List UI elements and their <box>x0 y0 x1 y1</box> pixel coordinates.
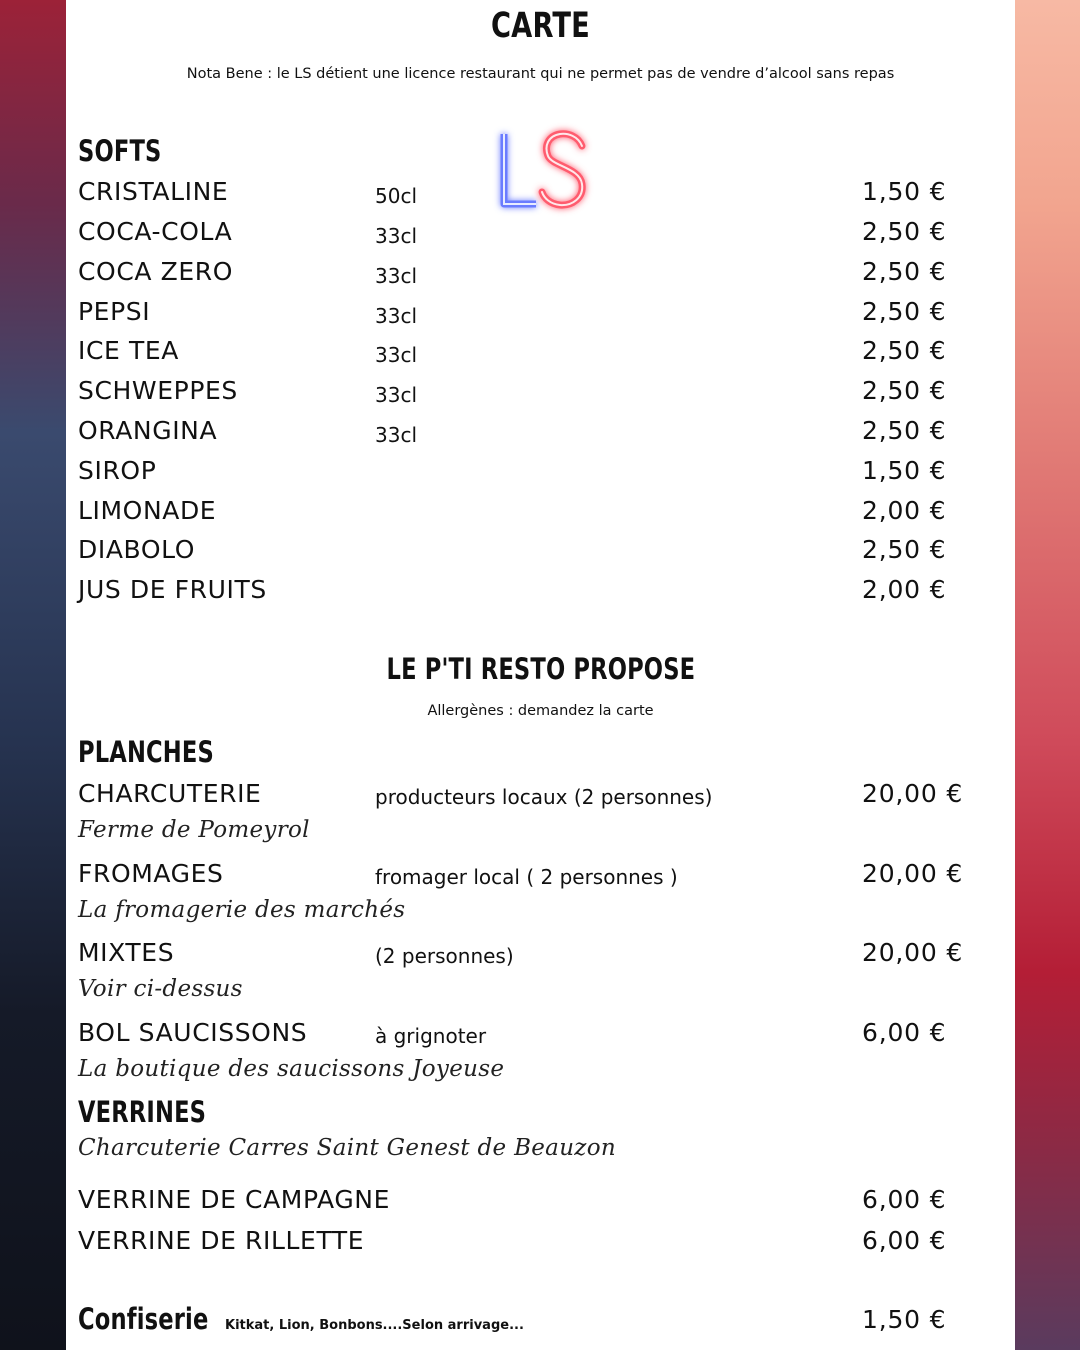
resto-heading-wrap <box>66 652 1015 686</box>
planches-heading: PLANCHES <box>78 735 214 769</box>
item-price: 20,00 € <box>862 779 964 808</box>
supplier-name: La fromagerie des marchés <box>78 897 406 923</box>
confiserie-heading: Confiserie <box>78 1302 209 1336</box>
page-title: CARTE <box>490 6 591 46</box>
left-gradient-border <box>0 0 66 1350</box>
confiserie-price: 1,50 € <box>862 1305 947 1334</box>
item-name: JUS DE FRUITS <box>78 575 267 604</box>
verrines-supplier: Charcuterie Carres Saint Genest de Beauzon <box>78 1135 616 1161</box>
item-price: 2,00 € <box>862 575 947 604</box>
item-volume: 33cl <box>375 343 418 367</box>
item-name: SCHWEPPES <box>78 376 238 405</box>
item-price: 6,00 € <box>862 1226 947 1255</box>
item-price: 2,50 € <box>862 376 947 405</box>
item-name: DIABOLO <box>78 535 196 564</box>
item-name: BOL SAUCISSONS <box>78 1018 308 1047</box>
ls-neon-logo <box>498 128 590 212</box>
page-title-wrap <box>66 6 1015 46</box>
item-description: fromager local ( 2 personnes ) <box>375 865 678 889</box>
item-description: producteurs locaux (2 personnes) <box>375 785 713 809</box>
item-name: SIROP <box>78 456 157 485</box>
supplier-name: La boutique des saucissons Joyeuse <box>78 1056 505 1082</box>
item-name: PEPSI <box>78 297 151 326</box>
item-name: LIMONADE <box>78 496 217 525</box>
item-name: ORANGINA <box>78 416 218 445</box>
confiserie-description: Kitkat, Lion, Bonbons....Selon arrivage... <box>225 1318 524 1333</box>
item-price: 1,50 € <box>862 177 947 206</box>
item-description: à grignoter <box>375 1024 487 1048</box>
item-price: 6,00 € <box>862 1185 947 1214</box>
resto-heading: LE P'TI RESTO PROPOSE <box>386 652 695 686</box>
item-price: 1,50 € <box>862 456 947 485</box>
menu-page <box>66 0 1015 1350</box>
softs-heading-wrap <box>78 134 185 168</box>
nota-bene: Nota Bene : le LS détient une licence restaurant qui ne permet pas de vendre d’alcool sans repas <box>186 66 895 82</box>
item-name: ICE TEA <box>78 336 179 365</box>
item-price: 2,50 € <box>862 217 947 246</box>
item-volume: 33cl <box>375 304 418 328</box>
item-name: COCA-COLA <box>78 217 233 246</box>
item-volume: 33cl <box>375 224 418 248</box>
item-price: 2,50 € <box>862 336 947 365</box>
confiserie-heading-wrap <box>78 1302 245 1336</box>
item-name: CHARCUTERIE <box>78 779 262 808</box>
right-gradient-border <box>1014 0 1080 1350</box>
item-name: VERRINE DE CAMPAGNE <box>78 1185 390 1214</box>
item-name: VERRINE DE RILLETTE <box>78 1226 365 1255</box>
allergens-note: Allergènes : demandez la carte <box>427 703 654 719</box>
item-price: 20,00 € <box>862 938 964 967</box>
item-price: 2,50 € <box>862 535 947 564</box>
item-name: FROMAGES <box>78 859 224 888</box>
item-volume: 33cl <box>375 264 418 288</box>
item-price: 2,50 € <box>862 257 947 286</box>
softs-heading: SOFTS <box>78 134 162 168</box>
supplier-name: Ferme de Pomeyrol <box>78 817 310 843</box>
item-name: CRISTALINE <box>78 177 229 206</box>
verrines-heading-wrap <box>78 1095 242 1129</box>
item-description: (2 personnes) <box>375 944 514 968</box>
item-price: 2,50 € <box>862 416 947 445</box>
item-name: COCA ZERO <box>78 257 234 286</box>
supplier-name: Voir ci-dessus <box>78 976 243 1002</box>
item-volume: 33cl <box>375 383 418 407</box>
item-price: 20,00 € <box>862 859 964 888</box>
item-name: MIXTES <box>78 938 175 967</box>
item-volume: 50cl <box>375 184 418 208</box>
item-price: 2,50 € <box>862 297 947 326</box>
item-price: 6,00 € <box>862 1018 947 1047</box>
verrines-heading: VERRINES <box>78 1095 207 1129</box>
planches-heading-wrap <box>78 735 252 769</box>
item-volume: 33cl <box>375 423 418 447</box>
item-price: 2,00 € <box>862 496 947 525</box>
